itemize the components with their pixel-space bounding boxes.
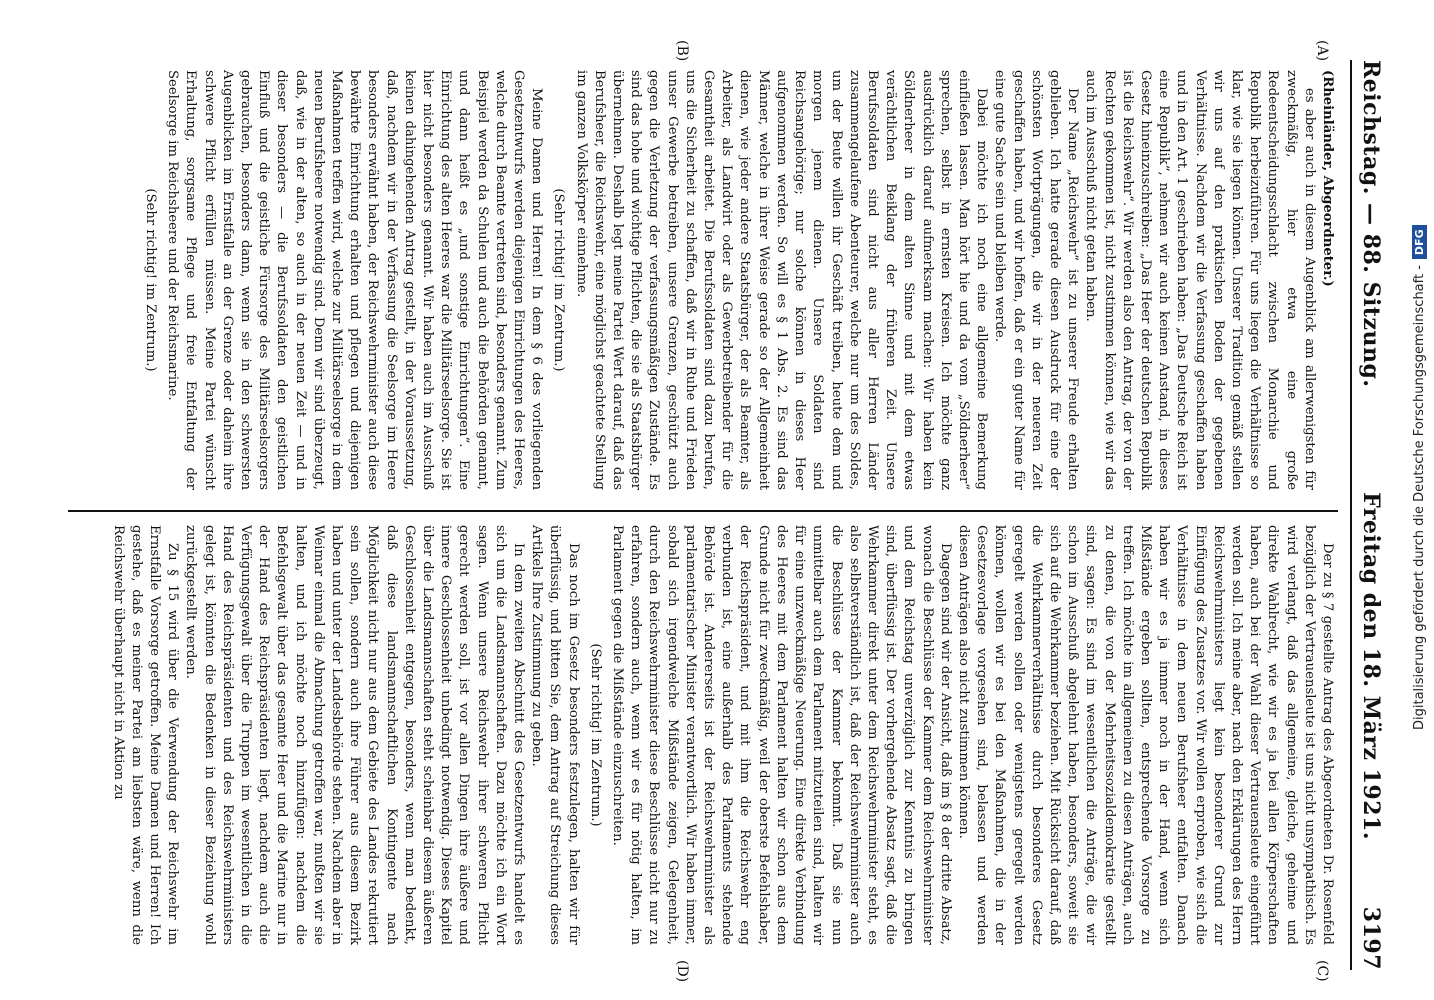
paragraph: Zu § 15 wird über die Verwendung der Reichswehr im Ernstfalle Vorsorge getroffen. Meine Damen und Herren! Ich gestehe, daß es meiner Partei am liebsten wäre, wenn die Reichswehr überhaupt nicht in Aktion zu — [110, 525, 181, 945]
paragraph: es aber auch in diesem Augenblick am allerwenigsten für zweckmäßig, hier etwa eine große Redeentscheidungsschlacht zwischen Monarchie und Republik herbeizuführen. Für uns liegen die Verhältnisse so klar, wie sie liegen können. Unserer Tradition gemäß stellen wir uns auf den praktischen Boden der gegebenen Verhältnisse. Nachdem wir die Verfassung geschaffen haben und in den Art. 1 geschrieben haben: „Das Deutsche Reich ist eine Republik“, nehmen wir auch keinen Anstand, in dieses Gesetz hineinzuschreiben: „Das Heer der deutschen Republik ist die Reichswehr“. Wir werden also den Antrag, der von der Rechten gekommen ist, nicht zustimmen können, wie wir das auch im Ausschuß nicht getan haben. — [1083, 70, 1317, 490]
paragraph: Der zu § 7 gestellte Antrag des Abgeordneten Dr. Rosenfeld bezüglich der Vertrauensleute ist uns nicht unsympathisch. Es wird verlangt, daß das allgemeine, gleiche, geheime und direkte Wahlrecht, wie wir es ja bei allen Körperschaften haben, auch bei der Wahl dieser Vertrauensleute eingeführt werden soll. Ich meine aber, nach den Erklärungen des Herrn Reichswehrministers liegt kein besonderer Grund zur Einfügung des Zusatzes vor. Wir wollen erproben, wie sich die Verhältnisse in dem neuen Berufsheer entfalten. Danach haben wir es ja immer noch in der Hand, wenn sich Mißstände ergeben sollten, entsprechende Vorsorge zu treffen. Ich möchte im allgemeinen zu diesen Anträgen, auch zu denen, die von der Mehrheitssozialdemokratie gestellt sind, sagen: Es sind im wesentlichen die Anträge, die wir schon im Ausschuß abgelehnt haben, besonders, soweit sie sich auf die Wehrkammer beziehen. Mit Rücksicht darauf, daß die Wehrkammerverhältnisse durch besonderes Gesetz geregelt werden sollen oder wenigstens geregelt werden können, wollen wir es bei den Maßnahmen, die in der Gesetzesvorlage vorgesehen sind, belassen und werden diesen Anträgen also nicht zustimmen können. — [955, 525, 1335, 945]
column-divider — [68, 510, 1338, 512]
paragraph: Dagegen sind wir der Ansicht, daß im § 8 der dritte Absatz, wonach die Beschlüsse der Kammer dem Reichswehrminister und dem Reichstag unverzüglich zur Kenntnis zu bringen sind, überflüssig ist. Der vorhergehende Absatz sagt, daß die Wehrkammer direkt unter dem Reichswehrminister steht, es also selbstverständlich ist, daß der Reichswehrminister auch die Beschlüsse der Kammer bekommt. Daß sie nun unmittelbar auch dem Parlament mitzuteilen sind, halten wir für eine unzweckmäßige Neuerung. Eine direkte Verbindung des Heeres mit dem Parlament halten wir schon aus dem Grunde nicht für zweckmäßig, weil der oberste Befehlshaber, der Reichspräsident, und mit ihm die Reichswehr eng verbunden ist, eine außerhalb des Parlaments stehende Behörde ist. Andererseits ist der Reichswehrminister als parlamentarischer Minister verantwortlich. Wir haben immer, sobald sich irgendwelche Mißstände zeigen, Gelegenheit, durch den Reichswehrminister diese Beschlüsse nicht nur zu erfahren, sondern auch, wenn wir es für nötig halten, im Parlament gegen die Mißstände einzuschreiten. — [610, 525, 953, 945]
dfg-logo: DFG — [1412, 225, 1427, 259]
paragraph: Das noch im Gesetz besonders festzulegen, halten wir für überflüssig, und bitten Sie, dem Antrag auf Streichung dieses Artikels Ihre Zustimmung zu geben. — [529, 525, 581, 945]
left-column — [137, 70, 1336, 490]
right-column — [108, 525, 1336, 945]
interjection: (Sehr richtig! im Zentrum.) — [143, 188, 158, 372]
paragraph: In dem zweiten Abschnitt des Gesetzentwurfs handelt es sich um die Landsmannschaften. Dazu möchte ich ein Wort sagen. Wenn unsere Reichswehr ihrer schweren Pflicht gerecht werden soll, ist vor allen Dingen ihre äußere und innere Geschlossenheit unbedingt notwendig. Dieses Kapitel über die Landsmannschaften steht scheinbar diesem äußeren Geschlossenheit entgegen, besonders, wenn man bedenkt, daß diese landsmannschaftlichen Kontingente nach Möglichkeit nicht nur aus dem Gebiete des Landes rekrutiert sein sollen, sondern auch ihre Führer aus diesem Bezirk haben und unter der Landesbehörde stehen. Nachdem aber in Weimar einmal die Abmachung getroffen war, mußten wir sie halten, und ich möchte noch hinzufügen: nachdem die Befehlsgewalt über das gesamte Heer und die Marine nur in der Hand des Reichspräsidenten liegt, nachdem auch die Verfügungsgewalt über die Truppen im wesentlichen in die Hand des Reichspräsidenten und des Reichswehrministers gelegt ist, könnten die Bedenken in dieser Beziehung wohl zurückgestellt werden. — [183, 525, 527, 945]
header-rule — [1350, 60, 1352, 970]
margin-mark-b: (B) — [674, 40, 690, 62]
speaker-name: (Rheinländer, Abgeordneter.) — [1320, 70, 1335, 287]
margin-mark-a: (A) — [1314, 40, 1330, 62]
running-head — [1350, 60, 1390, 970]
interjection: (Sehr richtig! im Zentrum.) — [551, 188, 567, 372]
header-date: Freitag den 18. März 1921. — [1358, 492, 1384, 840]
header-page-number: 3197 — [1358, 906, 1384, 970]
paragraph: Dabei möchte ich noch eine allgemeine Bemerkung einfließen lassen. Man hört hie und da vom „Söldnerheer“ sprechen, selbst in ernsten Kreisen. Ich möchte ganz ausdrücklich darauf aufmerksam machen: Wir haben kein Söldnerheer in dem alten Sinne und mit dem etwas verächtlichen Beiklang der früheren Zeit. Unsere Berufssoldaten sind nicht aus aller Herren Länder zusammengelaufene Abenteurer, welche nur um des Soldes, um der Beute willen ihr Geschäft treiben, heute dem und morgen jenem dienen. Unsere Soldaten sind Reichsangehörige; nur solche können in dieses Heer aufgenommen werden. So will es § 1 Abs. 2. Es sind das Männer, welche in ihrer Weise gerade so der Allgemeinheit dienen, wie jeder andere Staatsbürger, der als Beamter, als Arbeiter, als Landwirt oder als Gewerbetreibender für die Gesamtheit arbeitet. Die Berufssoldaten sind dazu berufen, uns die Sicherheit zu schaffen, daß wir in Ruhe und Frieden unser Gewerbe betreiben, unsere Grenzen, geschützt auch gegen die Verletzung der verfassungsmäßigen Zustände. Es sind das hohe und wichtige Pflichten, die sie als Staatsbürger übernehmen. Deshalb legt meine Partei Wert darauf, daß das Berufsheer, die Reichswehr, eine möglichst geachtete Stellung im ganzen Volkskörper einnehme. — [573, 70, 990, 490]
paragraph: Der Name „Reichswehr“ ist zu unserer Freude erhalten geblieben. Ich hatte gerade diesen Ausdruck für eine der schönsten Wortprägungen, die wir in der neueren Zeit geschaffen haben, und wir hoffen, daß er ein guter Name für eine gute Sache sein und bleiben werde. — [992, 70, 1081, 490]
interjection: (Sehr richtig! im Zentrum.) — [587, 643, 603, 827]
header-session: Reichstag. — 88. Sitzung. — [1358, 60, 1384, 388]
margin-mark-d: (D) — [674, 960, 690, 983]
margin-mark-c: (C) — [1314, 960, 1330, 982]
paragraph: Meine Damen und Herren! In dem § 6 des vorliegenden Gesetzentwurfs werden diejenigen Einrichtungen des Heeres, welche durch Beamte vertreten sind, besonders genannt. Zum Beispiel werden da Schulen und auch die Behörden genannt, und dann heißt es „und sonstige Einrichtungen“. Eine Einrichtung des alten Heeres war die Militärseelsorge. Sie ist hier nicht besonders genannt. Wir haben auch im Ausschuß keinen dahingehenden Antrag gestellt, in der Voraussetzung, daß, nachdem wir in der Verfassung die Seelsorge im Heere besonders erwähnt haben, der Reichswehrminister auch diese bewährte Einrichtung erhalten und pflegen und diejenigen Maßnahmen treffen wird, welche zur Militärseelsorge in dem neuen Berufsheere notwendig sind. Denn wir sind überzeugt, daß, wie in der alten, so auch in der neuen Zeit — und in dieser besonders — die Berufssoldaten den geistlichen Einfluß und die geistliche Fürsorge des Militärseelsorgers gebrauchen, besonders dann, wenn sie in den schwersten Augenblicken im Ernstfalle an der Grenze oder daheim ihre schwere Pflicht erfüllen müssen. Meine Partei wünscht Erhaltung, sorgsame Pflege und freie Entfaltung der Seelsorge im Reichsheere und der Reichsmarine. — [165, 70, 545, 490]
watermark-text: Digitalisierung gefördert durch die Deutsche Forschungsgemeinschaft - — [1411, 265, 1427, 730]
dfg-watermark — [1406, 10, 1432, 730]
